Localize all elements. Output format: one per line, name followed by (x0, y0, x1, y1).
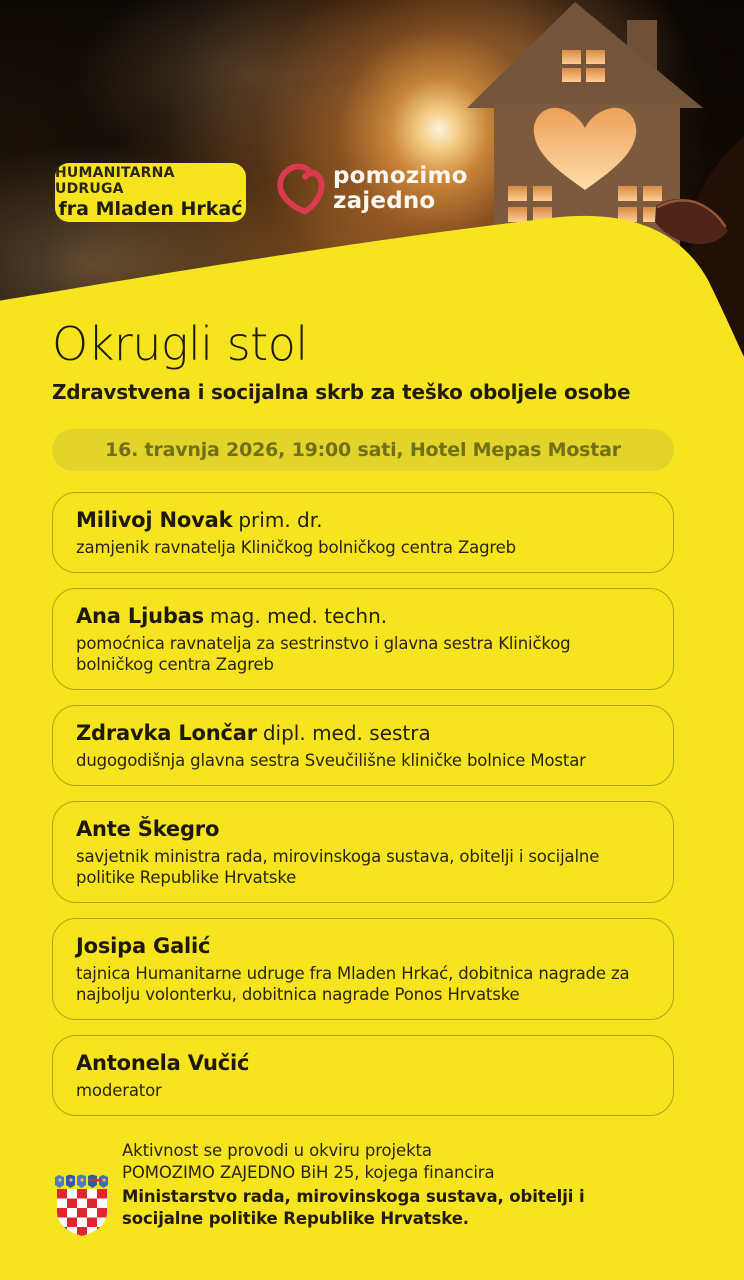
footer (52, 1140, 674, 1236)
main-content (52, 318, 674, 1236)
footer-line-2: POMOZIMO ZAJEDNO BiH 25, kojega financira (122, 1162, 495, 1182)
brand-line-2: zajedno (333, 188, 436, 214)
speaker-name: Ante Škegro (76, 817, 220, 841)
speaker-name: Antonela Vučić (76, 1051, 250, 1075)
footer-line-1: Aktivnost se provodi u okviru projekta (122, 1141, 432, 1160)
speaker-description: pomoćnica ravnatelja za sestrinstvo i glavna sestra Kliničkog bolničkog centra Zagreb (76, 634, 571, 674)
speaker-card (52, 588, 674, 690)
speaker-title: mag. med. techn. (209, 604, 388, 628)
speaker-card (52, 1035, 674, 1116)
page-title: Okrugli stol (52, 317, 308, 371)
speaker-description: moderator (76, 1081, 162, 1100)
speaker-card (52, 492, 674, 573)
brand-line-1: pomozimo (333, 163, 468, 189)
heart-icon (271, 163, 325, 215)
speaker-card (52, 705, 674, 786)
speaker-description: tajnica Humanitarne udruge fra Mladen Hrkać, dobitnica nagrade za najbolju volonterku, dobitnica nagrade Ponos Hrvatske (76, 964, 630, 1004)
badge-line-2: fra Mladen Hrkać (58, 197, 243, 220)
organization-badge (55, 163, 246, 222)
speaker-name: Ana Ljubas (76, 604, 204, 628)
speaker-card (52, 918, 674, 1020)
speaker-name: Josipa Galić (76, 934, 211, 958)
croatia-coat-of-arms-icon (54, 1174, 110, 1238)
speaker-description: dugogodišnja glavna sestra Sveučilišne kliničke bolnice Mostar (76, 751, 586, 770)
speaker-name: Milivoj Novak (76, 508, 233, 532)
speaker-title: prim. dr. (238, 508, 323, 532)
speaker-description: savjetnik ministra rada, mirovinskoga sustava, obitelji i socijalne politike Republike Hrvatske (76, 847, 600, 887)
speaker-title: dipl. med. sestra (262, 721, 431, 745)
speaker-name: Zdravka Lončar (76, 721, 257, 745)
footer-ministry: Ministarstvo rada, mirovinskoga sustava, obitelji i socijalne politike Republike Hrvatske. (122, 1187, 585, 1228)
speaker-card (52, 801, 674, 903)
badge-line-1: HUMANITARNA UDRUGA (55, 164, 175, 198)
pomozimo-zajedno-logo (271, 163, 468, 215)
speaker-description: zamjenik ravnatelja Kliničkog bolničkog centra Zagreb (76, 538, 516, 557)
event-datetime-pill: 16. travnja 2026, 19:00 sati, Hotel Mepas Mostar (52, 429, 674, 471)
page-subtitle: Zdravstvena i socijalna skrb za teško oboljele osobe (52, 380, 631, 404)
